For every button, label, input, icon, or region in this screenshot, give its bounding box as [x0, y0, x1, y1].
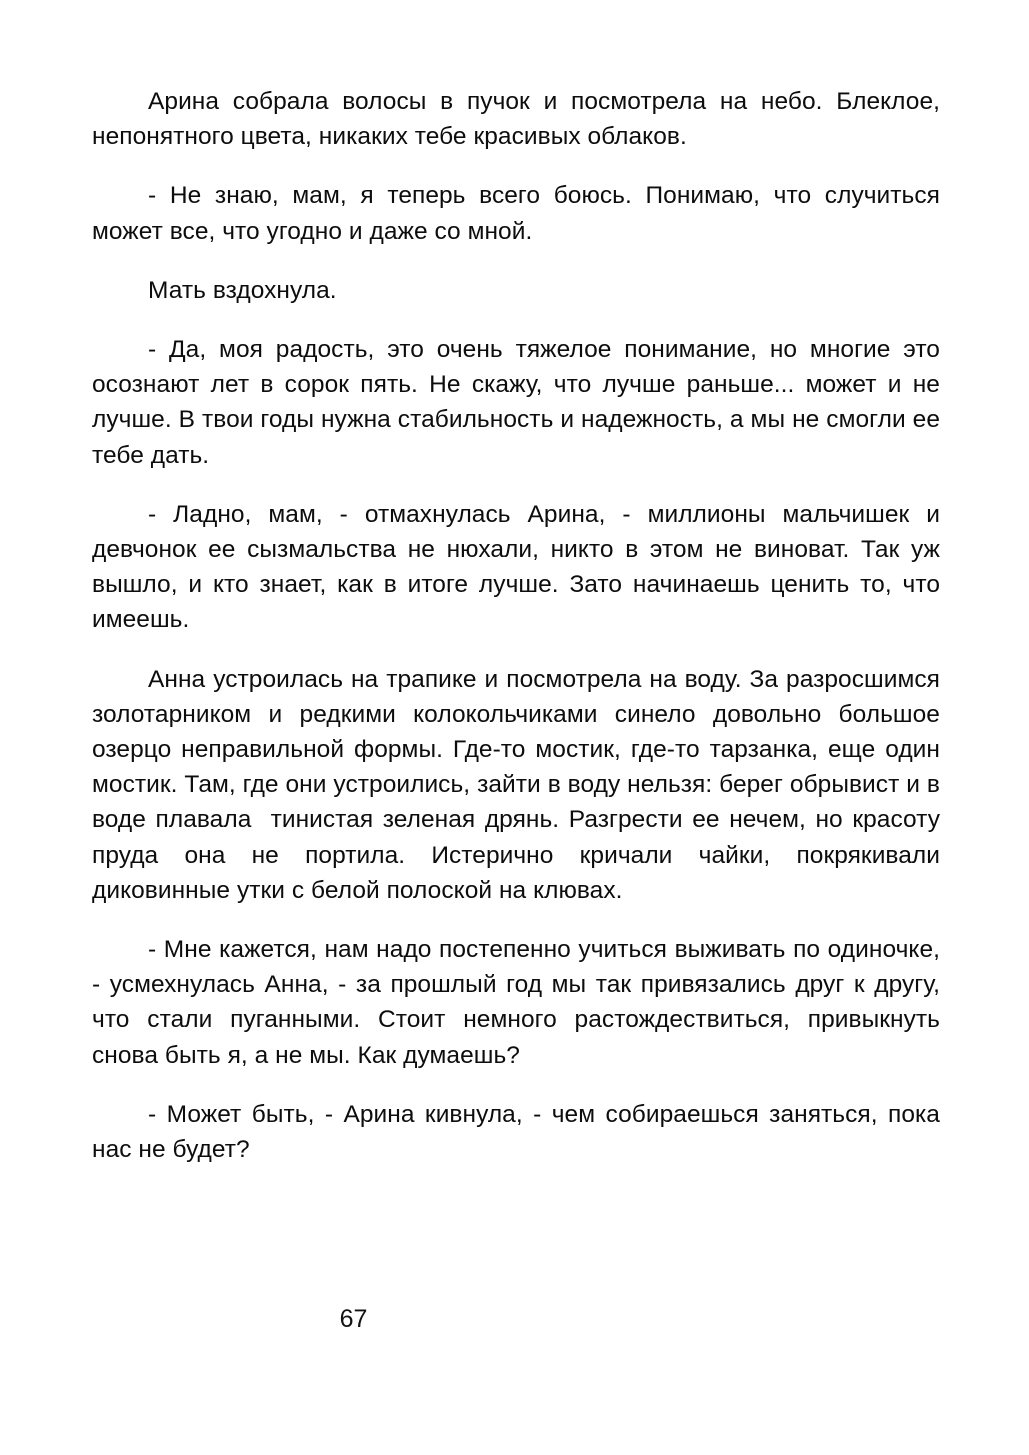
paragraph: - Да, моя радость, это очень тяжелое понимание, но многие это осознают лет в сорок пять. Не скажу, что лучше раньше... может и не лучше. В твои годы нужна стабильность и надежность, а мы не смогли ее тебе дать.: [92, 336, 947, 469]
paragraph: - Ладно, мам, - отмахнулась Арина, - миллионы мальчишек и девчонок ее сызмальства не нюхали, никто в этом не виноват. Так уж вышло, и кто знает, как в итоге лучше. Зато начинаешь ценить то, что имеешь.: [92, 500, 947, 634]
paragraph: Анна устроилась на трапике и посмотрела на воду. За разросшимся золотарником и редкими колокольчиками синело довольно большое озерцо неправильной формы. Где-то мостик, где-то тарзанка, еще один мостик. Там, где они устроились, зайти в воду нельзя: берег обрывист и в воде плавала тинистая зеленая дрянь. Разгрести ее нечем, но красоту пруда она не портила. Истерично кричали чайки, покрякивали диковинные утки с белой полоской на клювах.: [92, 665, 947, 904]
paragraph: Арина собрала волосы в пучок и посмотрела на небо. Блеклое, непонятного цвета, никаких тебе красивых облаков.: [92, 88, 947, 151]
paragraph: - Мне кажется, нам надо постепенно учиться выживать по одиночке, - усмехнулась Анна, - за прошлый год мы так привязались друг к другу, что стали пуганными. Стоит немного растождествиться, привыкнуть снова быть я, а не мы. Как думаешь?: [92, 936, 947, 1069]
paragraph: - Может быть, - Арина кивнула, - чем собираешься заняться, пока нас не будет?: [92, 1100, 947, 1164]
paragraph: Мать вздохнула.: [148, 276, 337, 304]
page-number: 67: [339, 1305, 368, 1333]
paragraph: - Не знаю, мам, я теперь всего боюсь. Понимаю, что случиться может все, что угодно и даже со мной.: [92, 182, 947, 245]
body-text-column: [92, 84, 947, 1167]
